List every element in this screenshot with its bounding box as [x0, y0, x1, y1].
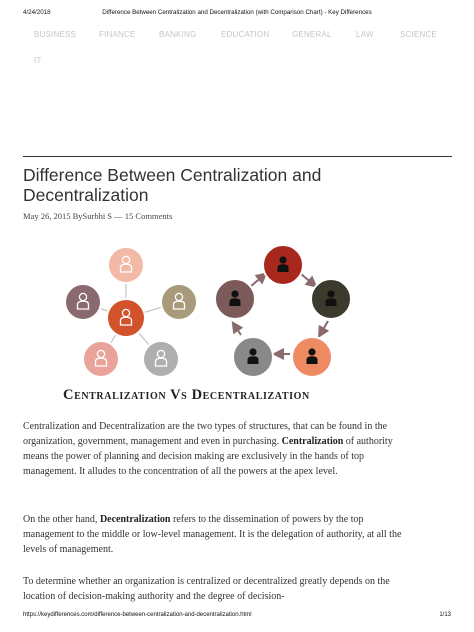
node-bottom-right [143, 341, 179, 377]
print-header [0, 9, 474, 21]
p2-text-b: refers to the dissemination of powers by the top management to the middle or low-level management. It is the delegation of authority, at all the levels of management. [23, 514, 402, 555]
p1-term: Centralization [281, 436, 344, 447]
figure-caption: Centralization Vs Decentralization [63, 387, 310, 403]
article-title: Difference Between Centralization and Decentralization [23, 165, 322, 205]
hub-node [107, 299, 145, 337]
nav-item-banking[interactable]: BANKING [159, 30, 197, 39]
meta-separator: — [114, 211, 123, 221]
paragraph-2 [23, 512, 403, 557]
post-date[interactable]: May 26, 2015 [23, 211, 71, 221]
paragraph-1 [23, 419, 403, 479]
p1-text-b: of authority means the power of planning and decision making are exclusively in the hands of top management. It alludes to the concentration of all the powers at the apex level. [23, 436, 393, 477]
nav-item-law[interactable]: LAW [356, 30, 374, 39]
author-link[interactable]: Surbhi S [82, 211, 113, 221]
nav-item-general[interactable]: GENERAL [292, 30, 332, 39]
print-date: 4/24/2018 [23, 9, 51, 16]
node-bottom-left [83, 341, 119, 377]
page-number: 1/13 [439, 612, 451, 618]
print-page-title: Difference Between Centralization and Decentralization (with Comparison Chart) - Key Differences [102, 9, 372, 16]
divider [23, 156, 452, 157]
nav-item-education[interactable]: EDUCATION [221, 30, 270, 39]
p2-text-a: On the other hand, [23, 514, 100, 525]
centralized-diagram [65, 247, 197, 377]
comments-link[interactable]: 15 Comments [124, 211, 173, 221]
node-right [161, 284, 197, 320]
p1-text-a: Centralization and Decentralization are the two types of structures, that can be found in the organization, government, management and even in purchasing. [23, 421, 388, 447]
nav-item-business[interactable]: BUSINESS [34, 30, 77, 39]
article-meta [23, 211, 172, 221]
comparison-illustration [58, 236, 368, 406]
p2-term: Decentralization [99, 514, 171, 525]
nav-item-science[interactable]: SCIENCE [400, 30, 437, 39]
by-label: By [72, 211, 83, 221]
node-left [65, 284, 101, 320]
print-url: https://keydifferences.com/difference-between-centralization-and-decentralization.html [23, 612, 252, 618]
nav-item-it[interactable]: IT [34, 56, 42, 65]
node-top [108, 247, 144, 283]
paragraph-3: To determine whether an organization is centralized or decentralized greatly depends on the location of decision-making authority and the degree of decision- [23, 576, 390, 602]
decentralized-diagram [215, 245, 351, 377]
nav-item-finance[interactable]: FINANCE [99, 30, 136, 39]
